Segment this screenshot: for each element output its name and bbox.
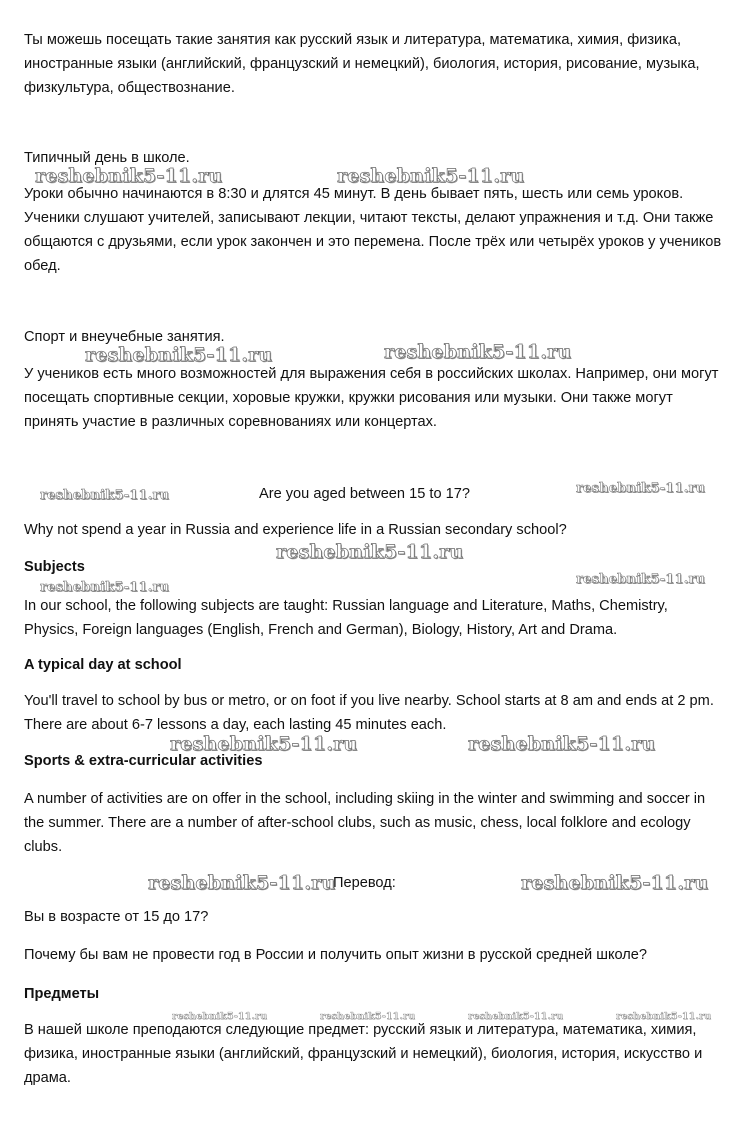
watermark: reshebnik5-11.ru bbox=[172, 1011, 268, 1022]
ru-sports-heading: Спорт и внеучебные занятия. bbox=[24, 329, 225, 345]
en-intro: Why not spend a year in Russia and experience life in a Russian secondary school? bbox=[24, 522, 567, 538]
watermark: reshebnik5-11.ru bbox=[320, 1011, 416, 1022]
watermark: reshebnik5-11.ru bbox=[40, 580, 170, 595]
watermark: reshebnik5-11.ru bbox=[40, 488, 170, 503]
watermark: reshebnik5-11.ru bbox=[35, 165, 223, 187]
watermark: reshebnik5-11.ru bbox=[468, 733, 656, 755]
translation-subjects-text: В нашей школе преподаются следующие предмет: русский язык и литература, математика, химия, физика, иностранные языки (английский, французский и немецкий), биология, история, искусство и драма. bbox=[24, 1022, 703, 1086]
ru-typical-day-text: Уроки обычно начинаются в 8:30 и длятся 45 минут. В день бывает пять, шесть или семь уроков. Ученики слушают учителей, записывают лекции, читают тексты, делают упражнения и т.д. Они также общаются с друзьями, если урок закончен и это перемена. После трёх или четырёх уроков у учеников обед. bbox=[24, 186, 722, 274]
en-sports-text: A number of activities are on offer in the school, including skiing in the winter and swimming and soccer in the summer. There are a number of after-school clubs, such as music, chess, local folklore and ecology clubs. bbox=[24, 791, 706, 855]
watermark: reshebnik5-11.ru bbox=[616, 1011, 712, 1022]
en-question: Are you aged between 15 to 17? bbox=[259, 486, 470, 502]
en-typical-day-text: You'll travel to school by bus or metro, or on foot if you live nearby. School starts at 8 am and ends at 2 pm. There are about 6-7 lessons a day, each lasting 45 minutes each. bbox=[24, 693, 714, 733]
en-sports-heading: Sports & extra-curricular activities bbox=[24, 753, 263, 769]
watermark: reshebnik5-11.ru bbox=[384, 341, 572, 363]
translation-subjects-heading: Предметы bbox=[24, 986, 100, 1002]
translation-question: Вы в возрасте от 15 до 17? bbox=[24, 909, 209, 925]
translation-label: Перевод: bbox=[333, 875, 396, 891]
ru-subjects-text: Ты можешь посещать такие занятия как русский язык и литература, математика, химия, физика, иностранные языки (английский, французский и немецкий), биология, история, рисование, музыка, физкультура, обществознание. bbox=[24, 32, 700, 96]
watermark: reshebnik5-11.ru bbox=[148, 872, 336, 894]
watermark: reshebnik5-11.ru bbox=[85, 344, 273, 366]
watermark: reshebnik5-11.ru bbox=[576, 481, 706, 496]
en-subjects-heading: Subjects bbox=[24, 559, 85, 575]
translation-intro: Почему бы вам не провести год в России и получить опыт жизни в русской средней школе? bbox=[24, 947, 648, 963]
en-subjects-text: In our school, the following subjects are taught: Russian language and Literature, Maths, Chemistry, Physics, Foreign languages (English, French and German), Biology, History, Art and Drama. bbox=[24, 598, 668, 638]
ru-sports-text: У учеников есть много возможностей для выражения себя в российских школах. Например, они могут посещать спортивные секции, хоровые кружки, кружки рисования или музыки. Они также могут принять участие в различных соревнованиях или концертах. bbox=[24, 366, 719, 430]
watermark: reshebnik5-11.ru bbox=[276, 541, 464, 563]
watermark: reshebnik5-11.ru bbox=[337, 165, 525, 187]
ru-typical-day-heading: Типичный день в школе. bbox=[24, 150, 190, 166]
watermark: reshebnik5-11.ru bbox=[170, 733, 358, 755]
watermark: reshebnik5-11.ru bbox=[576, 572, 706, 587]
en-typical-day-heading: A typical day at school bbox=[24, 657, 182, 673]
watermark: reshebnik5-11.ru bbox=[521, 872, 709, 894]
watermark: reshebnik5-11.ru bbox=[468, 1011, 564, 1022]
